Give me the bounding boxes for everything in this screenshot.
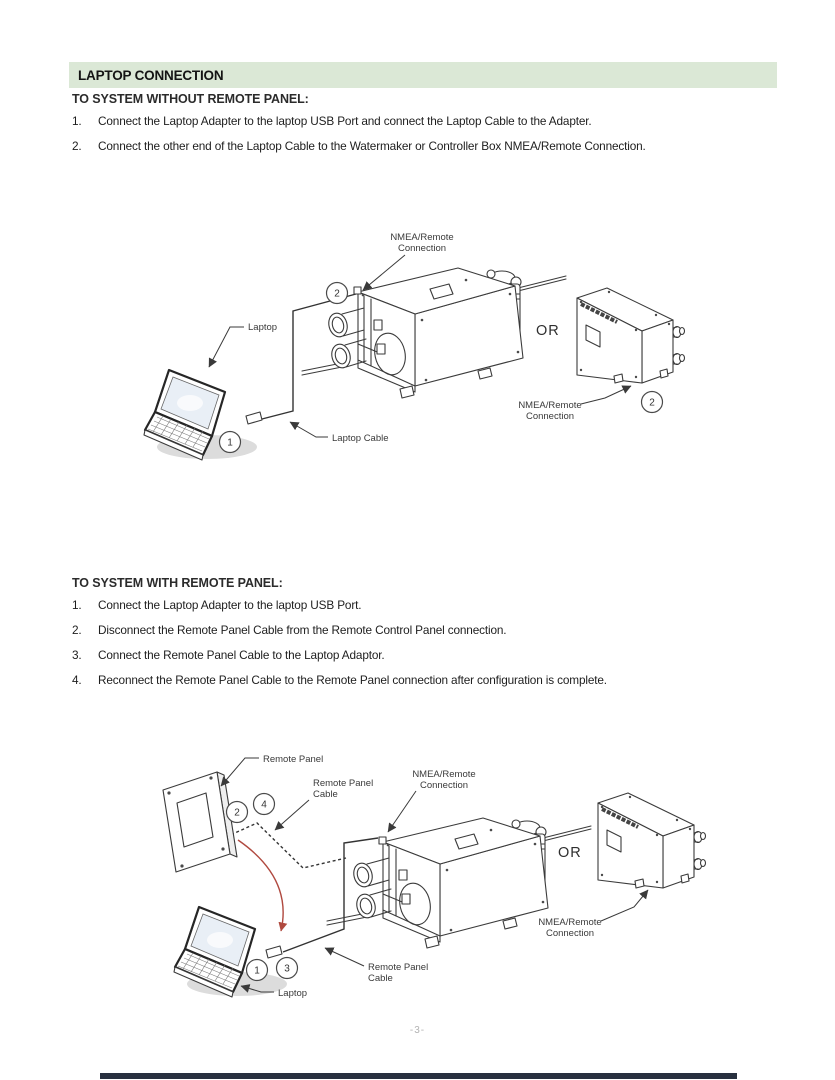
nmea-remote-right-label-line1: NMEA/Remote bbox=[538, 917, 602, 928]
step-item bbox=[72, 648, 778, 662]
nmea-remote-right-label-line2: Connection bbox=[545, 928, 595, 939]
section-2-heading: TO SYSTEM WITH REMOTE PANEL: bbox=[72, 576, 283, 590]
nmea-remote-label-line1: NMEA/Remote bbox=[412, 769, 476, 780]
page-number: -3- bbox=[409, 1025, 426, 1036]
controller-box-illustration bbox=[577, 288, 685, 383]
section-without-remote-panel bbox=[72, 92, 778, 164]
step-number: 1. bbox=[72, 598, 82, 612]
laptop-label: Laptop bbox=[248, 322, 278, 333]
callout-2-nmea bbox=[327, 283, 348, 304]
step-number: 2. bbox=[72, 139, 82, 153]
svg-text:2: 2 bbox=[234, 807, 240, 819]
step-text: Disconnect the Remote Panel Cable from the Remote Control Panel connection. bbox=[98, 623, 507, 637]
section-with-remote-panel bbox=[72, 576, 778, 698]
step-number: 1. bbox=[72, 114, 82, 128]
disconnected-cable-dashed-line bbox=[226, 823, 346, 868]
step-number: 4. bbox=[72, 673, 82, 687]
section-2-steps bbox=[72, 598, 778, 687]
callout-3-adapter bbox=[277, 958, 298, 979]
callout-2-panel bbox=[227, 802, 248, 823]
callout-2-box bbox=[642, 392, 663, 413]
remote-panel-cable-top-label-line2: Cable bbox=[313, 789, 338, 800]
nmea-remote-label-line1: NMEA/Remote bbox=[390, 232, 454, 243]
step-item bbox=[72, 598, 778, 612]
nmea-right-leader-arrow bbox=[601, 890, 648, 921]
svg-text:3: 3 bbox=[284, 963, 290, 975]
controller-box-illustration bbox=[598, 793, 706, 888]
step-text: Connect the Laptop Adapter to the laptop USB Port and connect the Laptop Cable to the Adapter. bbox=[98, 114, 592, 128]
step-number: 3. bbox=[72, 648, 82, 662]
callout-4-panel bbox=[254, 794, 275, 815]
figure-without-remote-panel bbox=[0, 220, 835, 490]
step-text: Connect the other end of the Laptop Cable to the Watermaker or Controller Box NMEA/Remote Connection. bbox=[98, 139, 646, 153]
svg-text:4: 4 bbox=[261, 799, 267, 811]
callout-1-adapter bbox=[220, 432, 241, 453]
remote-panel-illustration bbox=[163, 772, 237, 872]
svg-text:1: 1 bbox=[254, 965, 260, 977]
laptop-leader-arrow bbox=[209, 327, 244, 367]
laptop-cable-leader-arrow bbox=[290, 422, 328, 437]
section-1-heading: TO SYSTEM WITHOUT REMOTE PANEL: bbox=[72, 92, 309, 106]
remote-panel-label: Remote Panel bbox=[263, 754, 324, 765]
nmea-remote-right-label-line2: Connection bbox=[525, 411, 575, 422]
svg-text:2: 2 bbox=[334, 288, 340, 300]
laptop-adapter bbox=[266, 946, 282, 958]
step-item bbox=[72, 623, 778, 637]
or-label: OR bbox=[558, 845, 582, 861]
step-text: Connect the Laptop Adapter to the laptop USB Port. bbox=[98, 598, 362, 612]
section-header-bar bbox=[69, 62, 777, 88]
section-1-steps bbox=[72, 114, 778, 153]
step-item bbox=[72, 114, 778, 128]
rp-cable-bottom-leader-arrow bbox=[325, 948, 364, 966]
nmea-remote-label-line2: Connection bbox=[397, 243, 447, 254]
step-item bbox=[72, 139, 778, 153]
callout-1-adapter bbox=[247, 960, 268, 981]
bottom-rule bbox=[100, 1073, 737, 1079]
remote-panel-cable-bottom-label-line1: Remote Panel bbox=[368, 962, 429, 973]
figure-with-remote-panel bbox=[0, 740, 835, 1020]
step-text: Reconnect the Remote Panel Cable to the Remote Panel connection after configuration is complete. bbox=[98, 673, 607, 687]
laptop-cable-label: Laptop Cable bbox=[332, 433, 389, 444]
page-title: LAPTOP CONNECTION bbox=[78, 67, 224, 83]
step-text: Connect the Remote Panel Cable to the Laptop Adaptor. bbox=[98, 648, 385, 662]
laptop-adapter bbox=[246, 412, 262, 424]
step-number: 2. bbox=[72, 623, 82, 637]
nmea-leader-arrow bbox=[388, 791, 416, 832]
or-label: OR bbox=[536, 323, 560, 339]
nmea-remote-right-label-line1: NMEA/Remote bbox=[518, 400, 582, 411]
remote-panel-leader-arrow bbox=[221, 758, 259, 786]
nmea-remote-label-line2: Connection bbox=[419, 780, 469, 791]
rp-cable-top-leader-arrow bbox=[275, 800, 309, 830]
remote-panel-cable-top-label-line1: Remote Panel bbox=[313, 778, 374, 789]
laptop-label: Laptop bbox=[278, 988, 308, 999]
step-item bbox=[72, 673, 778, 687]
svg-text:1: 1 bbox=[227, 437, 233, 449]
nmea-right-leader-arrow bbox=[581, 386, 631, 404]
move-cable-red-arrow bbox=[238, 840, 283, 931]
svg-text:2: 2 bbox=[649, 397, 655, 409]
remote-panel-cable-bottom-label-line2: Cable bbox=[368, 973, 393, 984]
